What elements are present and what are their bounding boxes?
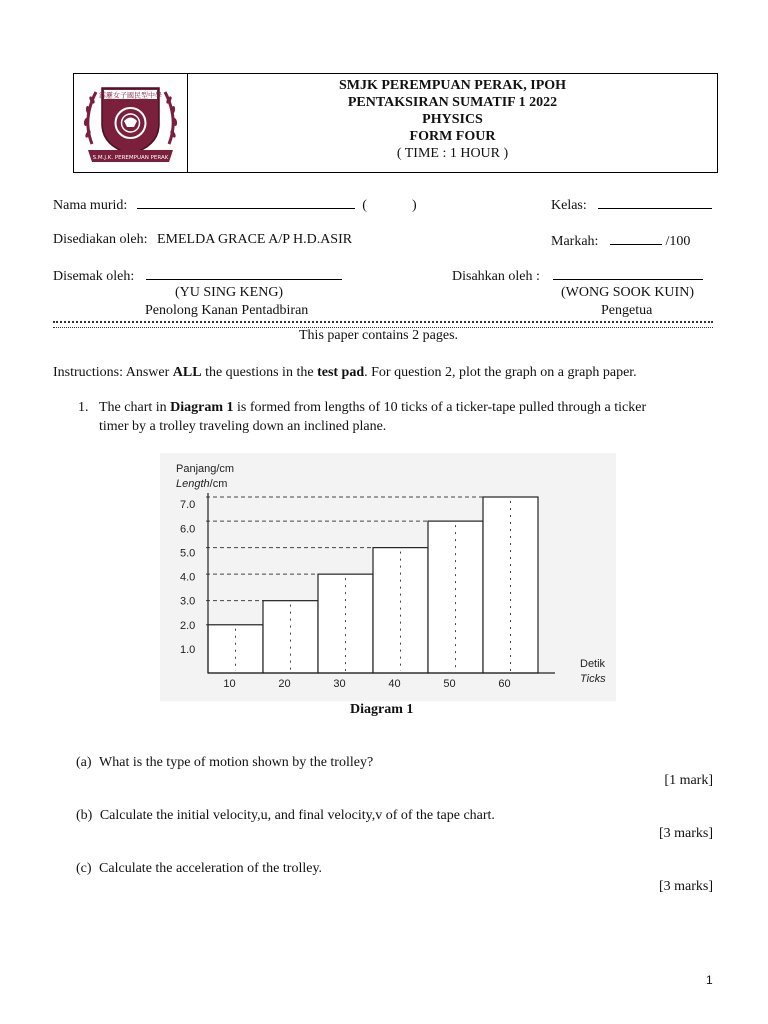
kelas-row xyxy=(551,196,712,214)
logo-cell xyxy=(74,74,188,172)
instructions-suffix: . For question 2, plot the graph on a graph paper. xyxy=(364,365,637,380)
logo-banner-text: S.M.J.K. PEREMPUAN PERAK xyxy=(92,155,169,161)
disemak-label: Disemak oleh: xyxy=(53,269,135,284)
tape-bar xyxy=(318,574,373,673)
disemak-signature-blank[interactable] xyxy=(146,267,342,280)
pages-note: This paper contains 2 pages. xyxy=(299,328,459,343)
disemak-title: Penolong Kanan Pentadbiran xyxy=(145,303,309,318)
y-tick-label: 5.0 xyxy=(180,547,196,560)
disahkan-label: Disahkan oleh : xyxy=(452,269,540,284)
markah-blank[interactable] xyxy=(610,232,662,245)
nama-paren-close: ) xyxy=(411,198,417,213)
q1-text-a: The chart in xyxy=(99,400,171,415)
part-a-text: What is the type of motion shown by the trolley? xyxy=(99,755,374,770)
question-1-line-2: timer by a trolley traveling down an inclined plane. xyxy=(99,419,387,434)
question-1-number: 1. xyxy=(78,400,89,415)
nama-paren-open: ( xyxy=(362,198,367,213)
part-b xyxy=(76,808,495,824)
markah-total: /100 xyxy=(665,234,691,249)
instructions-mid: the questions in the xyxy=(201,365,318,380)
x-tick-label: 50 xyxy=(443,678,456,690)
diagram-1-chart xyxy=(160,453,616,701)
exam-name: PENTAKSIRAN SUMATIF 1 2022 xyxy=(347,95,558,110)
part-b-marks: [3 marks] xyxy=(658,826,713,841)
header-box xyxy=(73,73,718,173)
instructions xyxy=(53,365,637,381)
disahkan-title: Pengetua xyxy=(601,303,653,318)
instructions-test-pad: test pad xyxy=(317,365,365,380)
disahkan-signature-blank[interactable] xyxy=(553,267,703,280)
x-tick-label: 60 xyxy=(498,678,511,690)
page-number: 1 xyxy=(706,973,713,987)
disahkan-row xyxy=(452,267,703,285)
nama-murid-label: Nama murid: xyxy=(53,198,128,213)
form-level: FORM FOUR xyxy=(409,129,496,144)
disediakan-value: EMELDA GRACE A/P H.D.ASIR xyxy=(156,232,353,247)
part-c-text: Calculate the acceleration of the trolley. xyxy=(99,861,323,876)
nama-murid-blank[interactable] xyxy=(137,196,355,209)
y-tick-label: 6.0 xyxy=(180,523,196,536)
part-a-label: (a) xyxy=(76,755,92,770)
disahkan-name: (WONG SOOK KUIN) xyxy=(561,285,694,300)
part-b-label: (b) xyxy=(76,808,93,823)
school-crest-logo xyxy=(74,74,187,172)
x-tick-label: 20 xyxy=(278,678,291,690)
exam-duration: ( TIME : 1 HOUR ) xyxy=(396,146,509,161)
part-a-marks: [1 mark] xyxy=(664,773,713,788)
y-tick-label: 4.0 xyxy=(180,571,196,584)
q1-text-c: is formed from lengths of 10 ticks of a ticker-tape pulled through a ticker xyxy=(233,400,647,415)
y-axis-label xyxy=(176,463,234,490)
y-axis-label-unit: /cm xyxy=(209,478,228,490)
markah-label: Markah: xyxy=(551,234,599,249)
x-axis-label-malay: Detik xyxy=(580,658,606,670)
y-axis-label-english xyxy=(176,478,227,490)
y-axis-label-english-word: Length xyxy=(176,478,210,490)
kelas-blank[interactable] xyxy=(598,196,712,209)
part-c xyxy=(76,861,322,877)
y-tick-label: 3.0 xyxy=(180,595,196,608)
q1-diagram-ref: Diagram 1 xyxy=(170,400,234,415)
disediakan-label: Disediakan oleh: xyxy=(53,232,148,247)
disemak-row xyxy=(53,267,342,285)
instructions-all: ALL xyxy=(172,365,202,380)
disemak-name: (YU SING KENG) xyxy=(175,285,284,300)
part-c-label: (c) xyxy=(76,861,92,876)
question-1-line-1 xyxy=(99,400,646,416)
part-c-marks: [3 marks] xyxy=(658,879,713,894)
nama-murid-row xyxy=(53,196,417,214)
exam-title-block xyxy=(188,74,717,175)
tape-chart-svg xyxy=(160,453,616,701)
y-tick-label: 7.0 xyxy=(180,499,196,512)
x-tick-label: 30 xyxy=(333,678,346,690)
disediakan-row xyxy=(53,232,352,248)
x-tick-label: 10 xyxy=(223,678,236,690)
school-name: SMJK PEREMPUAN PERAK, IPOH xyxy=(338,78,567,93)
x-axis-label xyxy=(580,658,606,685)
section-divider xyxy=(53,321,713,328)
y-axis-label-malay: Panjang/cm xyxy=(176,463,235,475)
y-tick-label: 2.0 xyxy=(180,619,196,632)
diagram-1-caption: Diagram 1 xyxy=(350,702,414,717)
kelas-label: Kelas: xyxy=(551,198,587,213)
markah-row xyxy=(551,232,690,250)
part-b-text: Calculate the initial velocity,u, and final velocity,v of of the tape chart. xyxy=(99,808,495,823)
part-a xyxy=(76,755,373,771)
instructions-prefix: Instructions: Answer xyxy=(53,365,173,380)
x-tick-label: 40 xyxy=(388,678,401,690)
x-axis-label-english: Ticks xyxy=(580,673,606,685)
logo-chinese-text: 霹靂女子國民型中學 xyxy=(99,91,162,100)
subject-name: PHYSICS xyxy=(422,112,483,127)
y-tick-label: 1.0 xyxy=(180,643,196,656)
